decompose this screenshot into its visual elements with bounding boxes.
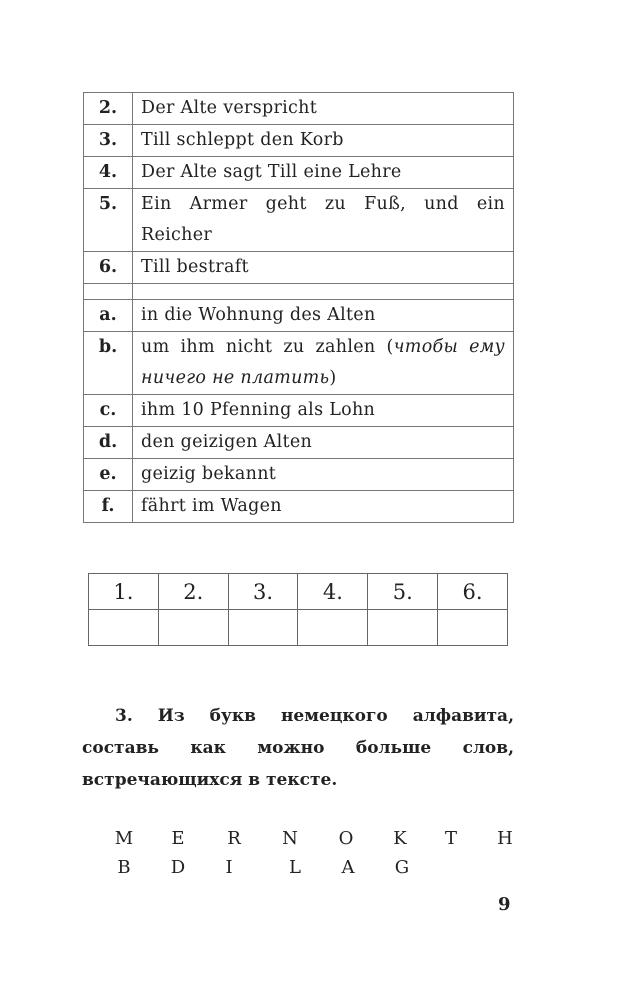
row-key: a. [84, 300, 133, 332]
letter: D [170, 857, 186, 878]
letter: K [393, 828, 407, 849]
answer-header: 3. [228, 574, 298, 610]
row-key: 6. [84, 252, 133, 284]
letter: E [171, 828, 185, 849]
table-row [84, 395, 514, 427]
russian-translation: чтобы ему ничего не платить [141, 337, 506, 388]
row-key: c. [84, 395, 133, 427]
letter: B [117, 857, 131, 878]
empty-cell [133, 284, 514, 300]
table-row [84, 157, 514, 189]
letter: M [114, 828, 134, 849]
task-text: 3. Из букв немецкого алфавита, составь как можно больше слов, встречающихся в тексте. [82, 706, 514, 790]
row-key: d. [84, 427, 133, 459]
row-text: Der Alte sagt Till eine Lehre [133, 157, 514, 189]
row-text: Till bestraft [133, 252, 514, 284]
row-text: Till schleppt den Korb [133, 125, 514, 157]
letter: A [341, 857, 355, 878]
row-text: den geizigen Alten [133, 427, 514, 459]
answer-cell[interactable] [158, 610, 228, 646]
row-text: geizig bekannt [133, 459, 514, 491]
row-key: 4. [84, 157, 133, 189]
german-text: um ihm nicht zu zahlen ( [141, 337, 394, 357]
letter: N [282, 828, 298, 849]
answer-header-row [89, 574, 508, 610]
answer-input-row [89, 610, 508, 646]
letter: L [289, 857, 301, 878]
table-row [84, 459, 514, 491]
table-row [84, 93, 514, 125]
answer-cell[interactable] [298, 610, 368, 646]
table-row [84, 252, 514, 284]
answer-cell[interactable] [438, 610, 508, 646]
answer-table [88, 573, 508, 646]
letter: H [497, 828, 513, 849]
matching-table [83, 92, 514, 523]
row-key: 2. [84, 93, 133, 125]
empty-cell [84, 284, 133, 300]
letter: R [227, 828, 241, 849]
table-row [84, 300, 514, 332]
table-row [84, 491, 514, 523]
row-key: b. [84, 332, 133, 395]
table-row [84, 125, 514, 157]
table-row [84, 332, 514, 395]
row-key: 3. [84, 125, 133, 157]
row-text: Ein Armer geht zu Fuß, und ein Reicher [133, 189, 514, 252]
row-text: Der Alte verspricht [133, 93, 514, 125]
row-key: f. [84, 491, 133, 523]
separator-row [84, 284, 514, 300]
table-row [84, 427, 514, 459]
answer-header: 1. [89, 574, 159, 610]
row-text [133, 332, 514, 395]
row-text: in die Wohnung des Alten [133, 300, 514, 332]
letter: I [225, 857, 233, 878]
task-3 [82, 700, 514, 796]
answer-cell[interactable] [89, 610, 159, 646]
answer-header: 6. [438, 574, 508, 610]
letter: O [338, 828, 354, 849]
page-number: 9 [498, 894, 511, 915]
closing-paren: ) [329, 368, 337, 388]
answer-header: 2. [158, 574, 228, 610]
table-row [84, 189, 514, 252]
answer-cell[interactable] [368, 610, 438, 646]
row-key: 5. [84, 189, 133, 252]
row-key: e. [84, 459, 133, 491]
letter: G [394, 857, 410, 878]
answer-cell[interactable] [228, 610, 298, 646]
answer-header: 5. [368, 574, 438, 610]
row-text: fährt im Wagen [133, 491, 514, 523]
answer-header: 4. [298, 574, 368, 610]
letter: T [444, 828, 458, 849]
row-text: ihm 10 Pfenning als Lohn [133, 395, 514, 427]
